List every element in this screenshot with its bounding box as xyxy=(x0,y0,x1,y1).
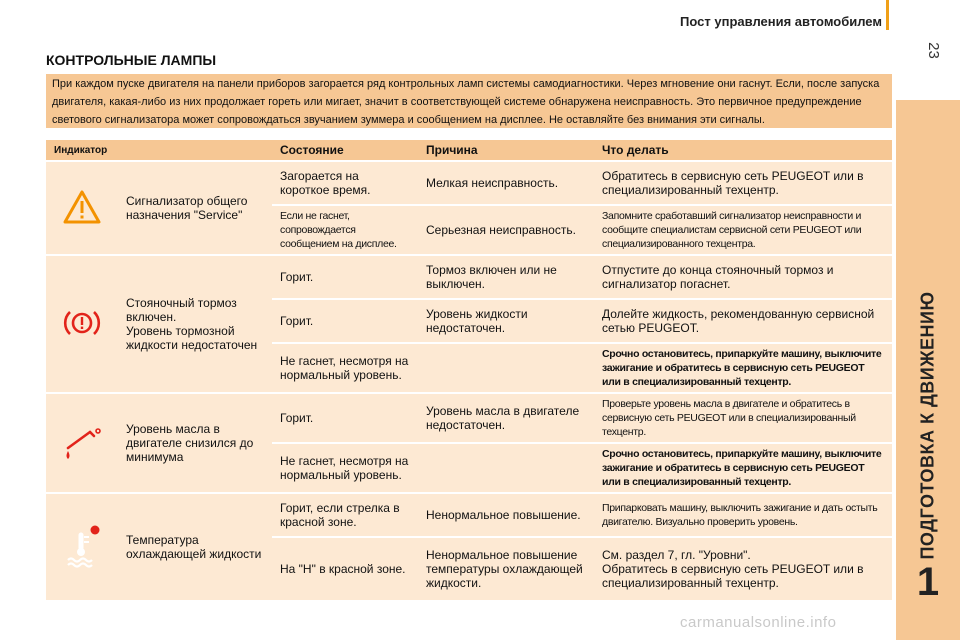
column-header-description xyxy=(118,140,272,160)
state-cell: Не гаснет, несмотря на нормальный уровень. xyxy=(272,344,418,392)
action-cell: Обратитесь в сервисную сеть PEUGEOT или в специализированный техцентр. xyxy=(594,162,892,204)
cause-cell: Ненормальное повышение. xyxy=(418,494,594,536)
cause-cell: Уровень масла в двигателе недостаточен. xyxy=(418,394,594,442)
table-row xyxy=(46,162,892,204)
state-cell: Если не гаснет, сопровождается сообщением на дисплее. xyxy=(272,206,418,254)
column-header-indicator: Индикатор xyxy=(46,140,118,160)
coolant-temperature-icon xyxy=(60,524,104,568)
table-row xyxy=(46,256,892,298)
action-cell: Отпустите до конца стояночный тормоз и сигнализатор погаснет. xyxy=(594,256,892,298)
description-cell: Уровень масла в двигателе снизился до минимума xyxy=(118,394,272,492)
page-header-title: Пост управления автомобилем xyxy=(680,14,882,29)
description-cell: Сигнализатор общего назначения "Service" xyxy=(118,162,272,254)
state-cell: Горит, если стрелка в красной зоне. xyxy=(272,494,418,536)
chapter-number: 1 xyxy=(916,560,940,604)
column-header-cause: Причина xyxy=(418,140,594,160)
cause-cell: Тормоз включен или не выключен. xyxy=(418,256,594,298)
indicator-cell xyxy=(46,394,118,492)
cause-cell xyxy=(418,444,594,492)
cause-cell: Уровень жидкости недостаточен. xyxy=(418,300,594,342)
description-cell: Стояночный тормоз включен. Уровень тормозной жидкости недостаточен xyxy=(118,256,272,392)
action-cell: Припарковать машину, выключить зажигание и дать остыть двигателю. Визуально проверить уровень. xyxy=(594,494,892,536)
cause-cell: Мелкая неисправность. xyxy=(418,162,594,204)
indicator-cell xyxy=(46,494,118,600)
action-cell: Запомните сработавший сигнализатор неисправности и сообщите специалистам сервисной сети PEUGEOT или специализированного техцентра. xyxy=(594,206,892,254)
action-cell: Проверьте уровень масла в двигателе и обратитесь в сервисную сеть PEUGEOT или в специализированный техцентр. xyxy=(594,394,892,442)
warning-lamps-table xyxy=(46,138,892,602)
page-number: 23 xyxy=(925,42,943,59)
state-cell: На "Н" в красной зоне. xyxy=(272,538,418,600)
brake-warning-icon xyxy=(62,306,102,340)
section-title: КОНТРОЛЬНЫЕ ЛАМПЫ xyxy=(46,52,217,68)
cause-cell xyxy=(418,344,594,392)
state-cell: Горит. xyxy=(272,300,418,342)
chapter-section-label: ПОДГОТОВКА К ДВИЖЕНИЮ xyxy=(917,290,938,560)
warning-triangle-icon xyxy=(62,189,102,225)
column-header-state: Состояние xyxy=(272,140,418,160)
indicator-cell xyxy=(46,256,118,392)
description-cell: Температура охлаждающей жидкости xyxy=(118,494,272,600)
cause-cell: Серьезная неисправность. xyxy=(418,206,594,254)
action-cell: См. раздел 7, гл. "Уровни". Обратитесь в сервисную сеть PEUGEOT или в специализированный техцентр. xyxy=(594,538,892,600)
intro-paragraph: При каждом пуске двигателя на панели приборов загорается ряд контрольных ламп системы самодиагностики. Через мгновение они гаснут. Если, после запуска двигателя, какая-либо из них продолжает гореть или мигает, значит в соответствующей системе обнаружена неисправность. Это первичное предупреждение светового сигнализатора может сопровождаться звучанием зуммера и сообщением на дисплее. Не оставляйте без внимания эти сигналы. xyxy=(46,74,892,128)
table-row xyxy=(46,494,892,536)
chapter-sidebar-label xyxy=(910,290,946,560)
action-cell: Срочно остановитесь, припаркуйте машину, выключите зажигание и обратитесь в сервисную сеть PEUGEOT или в специализированный техцентр. xyxy=(594,444,892,492)
action-cell: Срочно остановитесь, припаркуйте машину, выключите зажигание и обратитесь в сервисную сеть PEUGEOT или в специализированный техцентр. xyxy=(594,344,892,392)
cause-cell: Ненормальное повышение температуры охлаждающей жидкости. xyxy=(418,538,594,600)
state-cell: Не гаснет, несмотря на нормальный уровень. xyxy=(272,444,418,492)
watermark: carmanualsonline.info xyxy=(680,614,837,631)
indicator-cell xyxy=(46,162,118,254)
action-cell: Долейте жидкость, рекомендованную сервисной сетью PEUGEOT. xyxy=(594,300,892,342)
column-header-action: Что делать xyxy=(594,140,892,160)
state-cell: Загорается на короткое время. xyxy=(272,162,418,204)
table-header-row xyxy=(46,140,892,160)
table-row xyxy=(46,394,892,442)
state-cell: Горит. xyxy=(272,256,418,298)
state-cell: Горит. xyxy=(272,394,418,442)
oil-can-icon xyxy=(60,422,104,462)
